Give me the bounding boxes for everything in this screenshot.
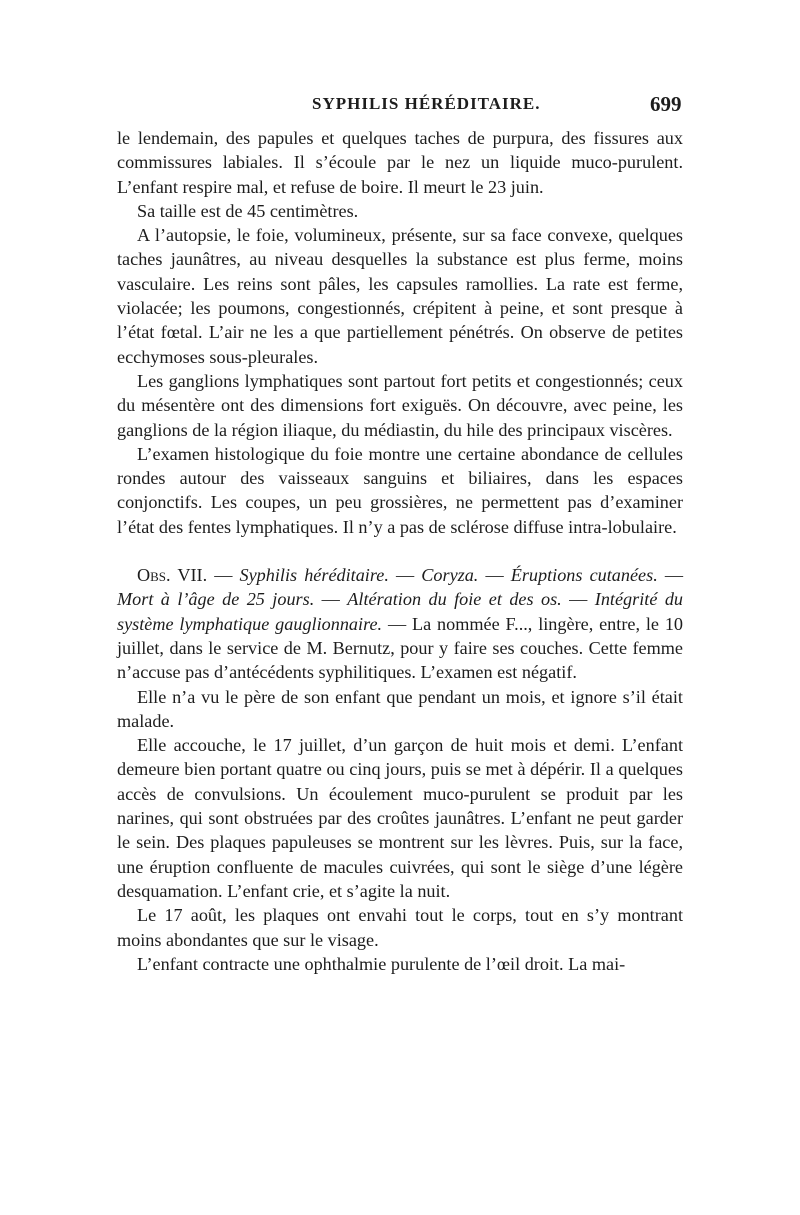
- dash: —: [207, 565, 240, 586]
- observation-title-part: Éruptions cutanées.: [510, 565, 658, 586]
- body-text: [117, 126, 683, 976]
- paragraph-ganglions: Les ganglions lymphatiques sont partout fort petits et congestionnés; ceux du mésentère ont des dimensions fort exiguës. On découvre, avec peine, les ganglions de la région iliaque, du médiastin, du hile des principaux viscères.: [117, 370, 683, 440]
- paragraph-father: Elle n’a vu le père de son enfant que pendant un mois, et ignore s’il était malade.: [117, 686, 683, 731]
- running-title: SYPHILIS HÉRÉDITAIRE.: [312, 94, 541, 113]
- dash: —: [657, 565, 684, 586]
- observation-label: Obs. VII.: [137, 565, 208, 586]
- paragraph-august: Le 17 août, les plaques ont envahi tout le corps, tout en s’y montrant moins abondantes que sur le visage.: [117, 905, 683, 950]
- observation-title-part: Mort à l’âge de 25 jours.: [117, 589, 315, 610]
- page-number: 699: [650, 92, 682, 116]
- paragraph-birth: Elle accouche, le 17 juillet, d’un garçon de huit mois et demi. L’enfant demeure bien portant quatre ou cinq jours, puis se met à dépérir. Il a quelques accès de convulsions. Un écoulement muco-purulent se produit par les narines, qui sont obstruées par des croûtes jaunâtres. L’enfant ne peut garder le sein. Des plaques papuleuses se montrent sur les lèvres. Puis, sur la face, une éruption confluente de macules cuivrées, qui sont le siège d’une légère desquamation. L’enfant crie, et s’agite la nuit.: [117, 735, 683, 901]
- paragraph-height: Sa taille est de 45 centimètres.: [137, 200, 359, 221]
- observation-title-part: Coryza.: [421, 565, 479, 586]
- observation-title-part: Intégrité du système lymphatique gauglionnaire.: [117, 589, 684, 634]
- dash: —: [478, 565, 511, 586]
- observation-heading: [117, 563, 683, 684]
- paragraph-continuation: le lendemain, des papules et quelques taches de purpura, des fissures aux commissures labiales. Il s’écoule par le nez un liquide muco-purulent. L’enfant respire mal, et refuse de boire. Il meurt le 23 juin.: [117, 128, 683, 197]
- dash: —: [314, 589, 348, 610]
- observation-title-part: Syphilis héréditaire.: [239, 565, 389, 586]
- observation-title-part: Altération du foie et des os.: [347, 589, 562, 610]
- dash: —: [382, 613, 412, 634]
- paragraph-ophthalmia: L’enfant contracte une ophthalmie purulente de l’œil droit. La mai-: [137, 953, 626, 974]
- dash: —: [388, 565, 422, 586]
- dash: —: [561, 589, 595, 610]
- observation-intro: La nommée F..., lingère, entre, le 10 juillet, dans le service de M. Bernutz, pour y faire ses couches. Cette femme n’accuse pas d’antécédents syphilitiques. L’examen est négatif.: [117, 613, 684, 683]
- paragraph-histology: L’examen histologique du foie montre une certaine abondance de cellules rondes autour des vaisseaux sanguins et biliaires, dans les espaces conjonctifs. Les coupes, un peu grossières, ne permettent pas d’examiner l’état des fentes lymphatiques. Il n’y a pas de sclérose diffuse intra-lobulaire.: [117, 443, 683, 537]
- section-gap: [117, 539, 683, 563]
- paragraph-autopsy: A l’autopsie, le foie, volumineux, présente, sur sa face convexe, quelques taches jaunâtres, au niveau desquelles la substance est plus ferme, moins vasculaire. Les reins sont pâles, les capsules ramollies. La rate est ferme, violacée; les poumons, congestionnés, crépitent à peine, et sont presque à l’état fœtal. L’air ne les a que partiellement pénétrés. On observe de petites ecchymoses sous-pleurales.: [117, 225, 683, 367]
